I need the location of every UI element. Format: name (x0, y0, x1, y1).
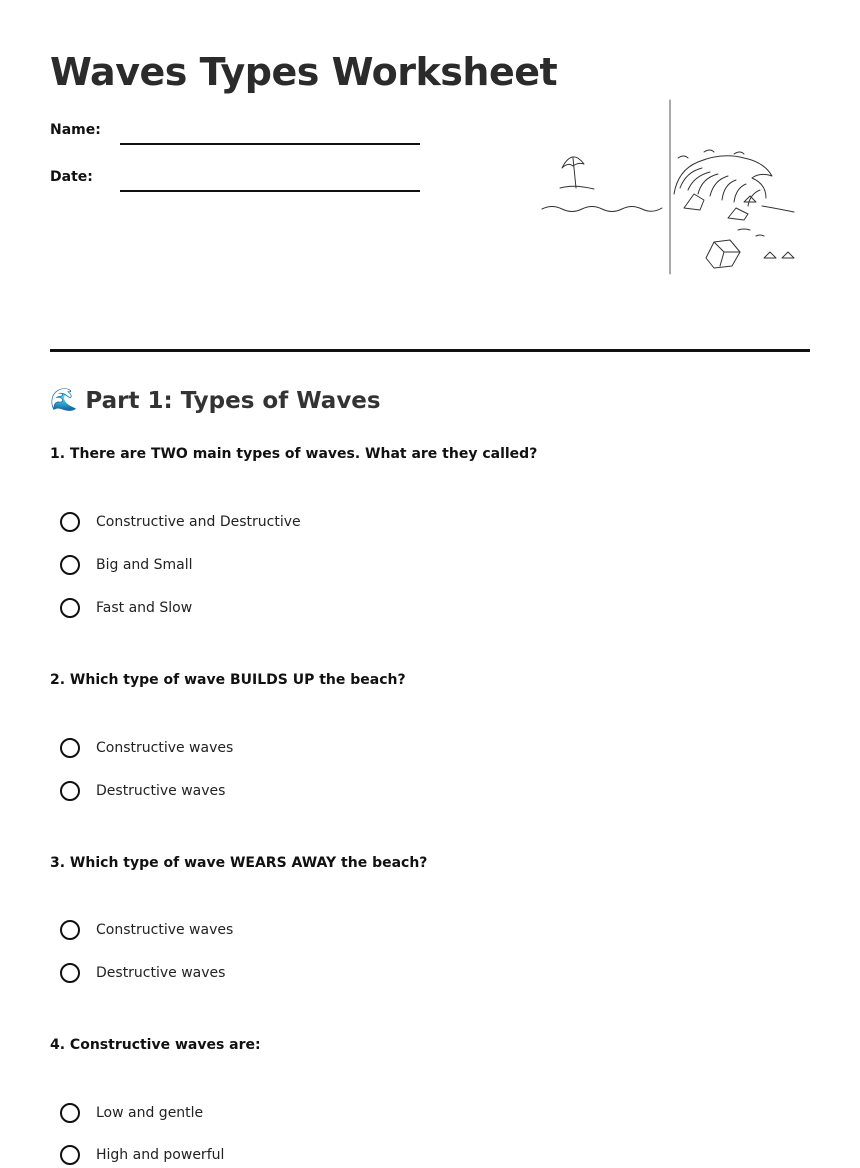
q1-option-3[interactable] (60, 595, 192, 621)
question-3: 3. Which type of wave WEARS AWAY the beach? (50, 855, 428, 871)
option-label: High and powerful (96, 1147, 225, 1163)
rock-1 (684, 194, 704, 210)
q2-option-2[interactable] (60, 778, 225, 804)
q1-option-2[interactable] (60, 552, 193, 578)
date-input-line[interactable] (120, 190, 420, 192)
umbrella-pole (573, 158, 576, 188)
option-label: Destructive waves (96, 783, 226, 799)
question-4: 4. Constructive waves are: (50, 1037, 261, 1053)
option-label: Constructive waves (96, 740, 234, 756)
name-field[interactable] (50, 122, 430, 152)
rock-2 (728, 208, 748, 220)
name-label: Name: (50, 122, 101, 138)
waves-illustration (538, 96, 800, 278)
q4-option-2[interactable] (60, 1142, 224, 1168)
option-label: Constructive and Destructive (96, 514, 301, 530)
radio-button[interactable] (60, 1103, 80, 1123)
date-label: Date: (50, 169, 93, 185)
radio-button[interactable] (60, 781, 80, 801)
header-divider (50, 349, 810, 352)
radio-button[interactable] (60, 738, 80, 758)
q2-option-1[interactable] (60, 735, 233, 761)
date-field[interactable] (50, 169, 430, 199)
q3-option-2[interactable] (60, 960, 225, 986)
radio-button[interactable] (60, 920, 80, 940)
page-title: Waves Types Worksheet (50, 50, 558, 94)
option-label: Destructive waves (96, 965, 226, 981)
radio-button[interactable] (60, 512, 80, 532)
section-heading (50, 388, 381, 414)
radio-button[interactable] (60, 1145, 80, 1165)
q1-option-1[interactable] (60, 509, 301, 535)
umbrella-sand (560, 186, 594, 189)
q3-option-1[interactable] (60, 917, 233, 943)
option-label: Constructive waves (96, 922, 234, 938)
q4-option-1[interactable] (60, 1100, 203, 1126)
option-label: Fast and Slow (96, 600, 193, 616)
option-label: Big and Small (96, 557, 193, 573)
radio-button[interactable] (60, 598, 80, 618)
question-1: 1. There are TWO main types of waves. What are they called? (50, 446, 538, 462)
calm-sea-line (542, 207, 662, 212)
water-wave-icon: 🌊 (50, 388, 78, 413)
radio-button[interactable] (60, 555, 80, 575)
option-label: Low and gentle (96, 1105, 204, 1121)
section-heading-text: Part 1: Types of Waves (85, 388, 381, 414)
name-input-line[interactable] (120, 143, 420, 145)
radio-button[interactable] (60, 963, 80, 983)
question-2: 2. Which type of wave BUILDS UP the beach? (50, 672, 406, 688)
